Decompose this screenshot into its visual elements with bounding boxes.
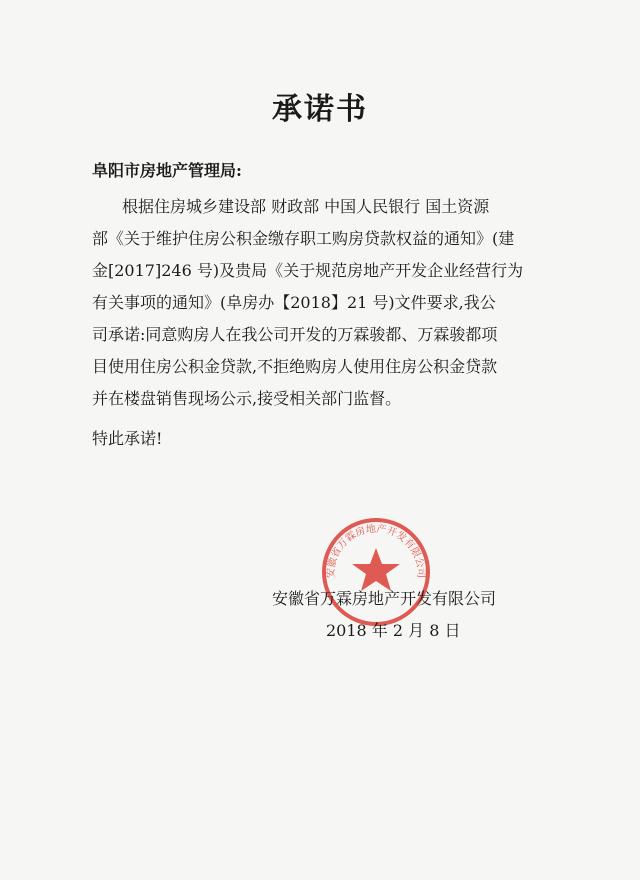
body-line-2: 部《关于维护住房公积金缴存职工购房贷款权益的通知》(建 bbox=[92, 229, 515, 248]
body-line-7: 并在楼盘销售现场公示,接受相关部门监督。 bbox=[92, 389, 402, 408]
body-line-4: 有关事项的通知》(阜房办【2018】21 号)文件要求,我公 bbox=[92, 293, 496, 312]
body-line-5: 司承诺:同意购房人在我公司开发的万霖骏都、万霖骏都项 bbox=[92, 325, 498, 344]
seal-star-icon bbox=[352, 548, 400, 591]
body-line-3: 金[2017]246 号)及贵局《关于规范房地产开发企业经营行为 bbox=[92, 261, 524, 280]
body-line-6: 目使用住房公积金贷款,不拒绝购房人使用住房公积金贷款 bbox=[92, 357, 498, 376]
closing-line: 特此承诺! bbox=[92, 429, 163, 448]
document-title: 承诺书 bbox=[272, 92, 368, 127]
svg-text:安徽省万霖房地产开发有限公司: 安徽省万霖房地产开发有限公司 bbox=[325, 523, 427, 579]
body-line-1: 根据住房城乡建设部 财政部 中国人民银行 国土资源 bbox=[122, 197, 490, 216]
company-seal-stamp bbox=[316, 512, 436, 632]
signature-date: 2018 年 2 月 8 日 bbox=[326, 621, 461, 640]
signature-company: 安徽省万霖房地产开发有限公司 bbox=[272, 589, 497, 608]
addressee-line: 阜阳市房地产管理局: bbox=[92, 161, 242, 180]
